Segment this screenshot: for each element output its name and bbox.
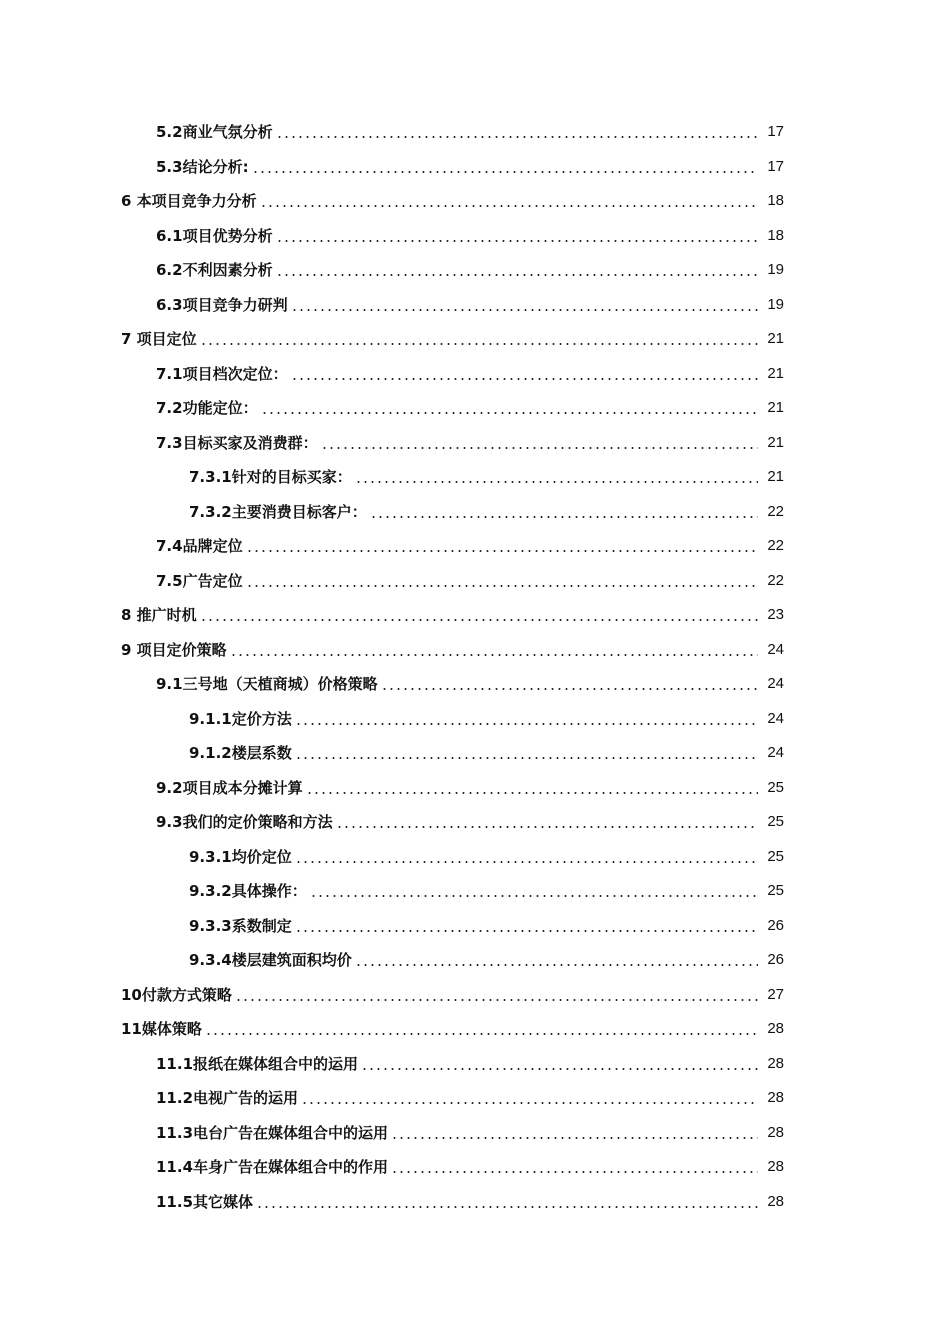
- toc-entry[interactable]: [0, 219, 950, 254]
- toc-dot-leader: [295, 757, 758, 759]
- toc-entry[interactable]: [0, 322, 950, 357]
- toc-entry[interactable]: [0, 460, 950, 495]
- toc-entry[interactable]: [0, 1150, 950, 1185]
- toc-entry[interactable]: [0, 1047, 950, 1082]
- toc-entry-page-number: 26: [767, 916, 784, 934]
- toc-entry-title: 11.5其它媒体: [156, 1192, 254, 1211]
- toc-dot-leader: [355, 964, 758, 966]
- toc-dot-leader: [361, 1068, 758, 1070]
- toc-dot-leader: [200, 619, 758, 621]
- toc-entry-title: 6.1项目优势分析: [156, 226, 273, 245]
- toc-entry-title: 7.2功能定位：: [156, 399, 258, 418]
- toc-entry-page-number: 28: [767, 1020, 784, 1038]
- toc-entry-title: 9.3.1均价定位: [189, 847, 292, 866]
- table-of-contents: [0, 115, 950, 1219]
- toc-entry-title: 9.1三号地（天植商城）价格策略: [156, 675, 378, 694]
- toc-dot-leader: [381, 688, 758, 690]
- toc-entry[interactable]: [0, 943, 950, 978]
- toc-entry-title: 7.5广告定位: [156, 571, 243, 590]
- toc-entry[interactable]: [0, 978, 950, 1013]
- toc-entry-title: 5.2商业气氛分析: [156, 123, 273, 142]
- toc-entry[interactable]: [0, 840, 950, 875]
- toc-entry-page-number: 17: [767, 157, 784, 175]
- toc-entry-page-number: 25: [767, 813, 784, 831]
- toc-entry-title: 11.2电视广告的运用: [156, 1089, 299, 1108]
- toc-entry[interactable]: [0, 874, 950, 909]
- toc-entry[interactable]: [0, 1185, 950, 1220]
- toc-entry[interactable]: [0, 564, 950, 599]
- toc-entry-title: 7.3.1针对的目标买家：: [189, 468, 352, 487]
- toc-dot-leader: [291, 309, 758, 311]
- toc-dot-leader: [256, 1206, 758, 1208]
- toc-entry-title: 7.3目标买家及消费群：: [156, 433, 318, 452]
- toc-entry-title: 11媒体策略: [121, 1020, 202, 1039]
- toc-dot-leader: [370, 516, 758, 518]
- toc-dot-leader: [310, 895, 758, 897]
- toc-entry-page-number: 24: [767, 640, 784, 658]
- toc-entry-title: 7.3.2主要消费目标客户：: [189, 502, 367, 521]
- toc-entry-page-number: 23: [767, 606, 784, 624]
- toc-entry[interactable]: [0, 633, 950, 668]
- toc-entry[interactable]: [0, 495, 950, 530]
- toc-entry-page-number: 17: [767, 123, 784, 141]
- toc-entry-page-number: 25: [767, 882, 784, 900]
- toc-dot-leader: [295, 723, 758, 725]
- toc-entry[interactable]: [0, 184, 950, 219]
- toc-dot-leader: [355, 481, 758, 483]
- toc-entry-title: 11.4车身广告在媒体组合中的作用: [156, 1158, 389, 1177]
- toc-dot-leader: [261, 412, 758, 414]
- toc-entry-title: 9.3我们的定价策略和方法: [156, 813, 333, 832]
- toc-entry-title: 6.3项目竞争力研判: [156, 295, 288, 314]
- toc-entry[interactable]: [0, 391, 950, 426]
- toc-entry-page-number: 27: [767, 985, 784, 1003]
- toc-entry-page-number: 19: [767, 295, 784, 313]
- toc-entry-page-number: 22: [767, 502, 784, 520]
- toc-dot-leader: [391, 1137, 758, 1139]
- toc-entry-page-number: 21: [767, 468, 784, 486]
- toc-entry-title: 7.4品牌定位: [156, 537, 243, 556]
- toc-dot-leader: [276, 136, 758, 138]
- toc-entry-page-number: 22: [767, 571, 784, 589]
- toc-entry-title: 9.2项目成本分摊计算: [156, 778, 303, 797]
- toc-entry[interactable]: [0, 1116, 950, 1151]
- toc-dot-leader: [291, 378, 758, 380]
- toc-dot-leader: [301, 1102, 758, 1104]
- toc-entry-page-number: 26: [767, 951, 784, 969]
- toc-entry-page-number: 28: [767, 1089, 784, 1107]
- toc-entry-title: 11.3电台广告在媒体组合中的运用: [156, 1123, 389, 1142]
- toc-entry-title: 11.1报纸在媒体组合中的运用: [156, 1054, 359, 1073]
- toc-entry[interactable]: [0, 598, 950, 633]
- toc-entry-page-number: 18: [767, 192, 784, 210]
- toc-entry[interactable]: [0, 805, 950, 840]
- toc-entry[interactable]: [0, 771, 950, 806]
- toc-dot-leader: [391, 1171, 758, 1173]
- toc-entry-page-number: 24: [767, 709, 784, 727]
- toc-entry-page-number: 25: [767, 778, 784, 796]
- toc-entry-title: 7 项目定位: [121, 330, 197, 349]
- toc-entry[interactable]: [0, 702, 950, 737]
- toc-dot-leader: [235, 999, 758, 1001]
- toc-entry[interactable]: [0, 529, 950, 564]
- toc-entry-page-number: 28: [767, 1158, 784, 1176]
- toc-entry-page-number: 21: [767, 330, 784, 348]
- toc-entry-title: 9.1.1定价方法: [189, 709, 292, 728]
- toc-entry[interactable]: [0, 115, 950, 150]
- toc-dot-leader: [252, 171, 758, 173]
- toc-entry-title: 9.3.3系数制定: [189, 916, 292, 935]
- toc-entry-page-number: 24: [767, 744, 784, 762]
- toc-entry-title: 9.3.4楼层建筑面积均价: [189, 951, 352, 970]
- toc-entry-title: 9.3.2具体操作：: [189, 882, 307, 901]
- toc-entry-page-number: 25: [767, 847, 784, 865]
- toc-entry[interactable]: [0, 150, 950, 185]
- toc-dot-leader: [295, 930, 758, 932]
- toc-entry-title: 6.2不利因素分析: [156, 261, 273, 280]
- toc-dot-leader: [246, 550, 758, 552]
- toc-entry[interactable]: [0, 357, 950, 392]
- toc-entry[interactable]: [0, 909, 950, 944]
- toc-entry-title: 7.1项目档次定位：: [156, 364, 288, 383]
- toc-dot-leader: [321, 447, 758, 449]
- toc-entry[interactable]: [0, 288, 950, 323]
- toc-entry-title: 10付款方式策略: [121, 985, 232, 1004]
- toc-entry-page-number: 24: [767, 675, 784, 693]
- toc-entry-page-number: 28: [767, 1054, 784, 1072]
- toc-dot-leader: [200, 343, 758, 345]
- toc-dot-leader: [336, 826, 758, 828]
- toc-dot-leader: [260, 205, 758, 207]
- toc-entry[interactable]: [0, 1012, 950, 1047]
- toc-dot-leader: [276, 274, 758, 276]
- toc-dot-leader: [205, 1033, 758, 1035]
- toc-entry[interactable]: [0, 1081, 950, 1116]
- toc-dot-leader: [230, 654, 758, 656]
- toc-entry-page-number: 18: [767, 226, 784, 244]
- toc-entry[interactable]: [0, 426, 950, 461]
- toc-dot-leader: [246, 585, 758, 587]
- toc-entry-page-number: 21: [767, 433, 784, 451]
- toc-entry-title: 9 项目定价策略: [121, 640, 227, 659]
- toc-dot-leader: [276, 240, 758, 242]
- toc-entry[interactable]: [0, 667, 950, 702]
- toc-entry-title: 9.1.2楼层系数: [189, 744, 292, 763]
- toc-entry-page-number: 28: [767, 1123, 784, 1141]
- toc-entry[interactable]: [0, 253, 950, 288]
- toc-entry-title: 6 本项目竞争力分析: [121, 192, 257, 211]
- toc-entry-title: 8 推广时机: [121, 606, 197, 625]
- toc-entry-page-number: 28: [767, 1192, 784, 1210]
- toc-entry-page-number: 22: [767, 537, 784, 555]
- toc-entry-page-number: 21: [767, 364, 784, 382]
- toc-entry-page-number: 19: [767, 261, 784, 279]
- toc-dot-leader: [295, 861, 758, 863]
- toc-dot-leader: [306, 792, 758, 794]
- toc-entry[interactable]: [0, 736, 950, 771]
- toc-entry-page-number: 21: [767, 399, 784, 417]
- toc-entry-title: 5.3结论分析:: [156, 157, 249, 176]
